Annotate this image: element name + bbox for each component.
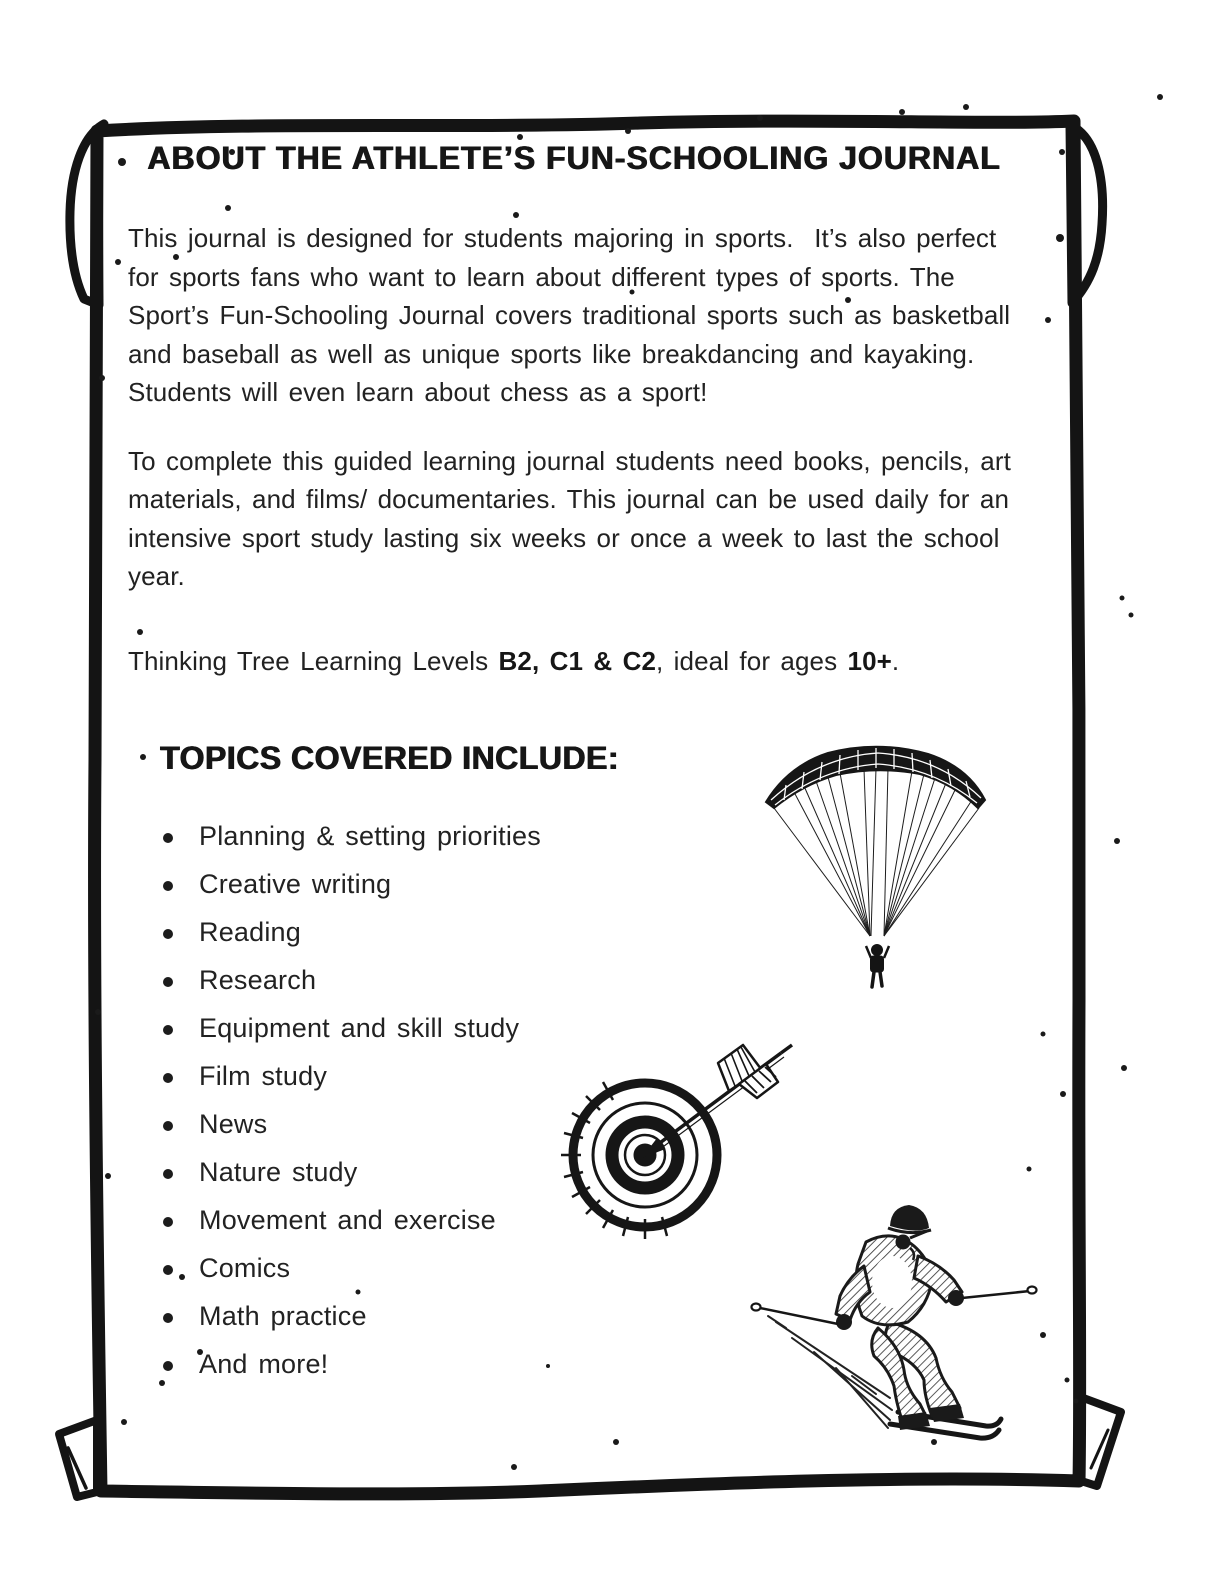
bullet-icon — [163, 1313, 173, 1323]
paraglider-pilot — [866, 945, 889, 988]
topic-label: Movement and exercise — [199, 1204, 496, 1235]
levels-middle: , ideal for ages — [656, 645, 848, 676]
topic-item — [160, 908, 541, 956]
bullet-icon — [163, 1025, 173, 1035]
topic-label: Research — [199, 964, 317, 995]
page-title: ABOUT THE ATHLETE’S FUN-SCHOOLING JOURNAL — [147, 140, 1001, 176]
topics-heading: TOPICS COVERED INCLUDE: — [160, 740, 619, 776]
intro-section — [128, 219, 1033, 680]
topic-label: Equipment and skill study — [199, 1012, 520, 1043]
intro-paragraph-2: To complete this guided learning journal students need books, pencils, art materials, and films/ documentaries. This journal can be used daily for an intensive sport study lasting six weeks or once a week to last the school year. — [128, 445, 1022, 591]
topic-item — [160, 812, 541, 860]
topic-item — [160, 1052, 541, 1100]
topic-label: News — [199, 1108, 268, 1139]
topic-label: And more! — [199, 1348, 329, 1379]
levels-suffix: . — [891, 645, 900, 676]
bullet-icon — [163, 977, 173, 987]
topic-item — [160, 1196, 541, 1244]
topic-label: Comics — [199, 1252, 291, 1283]
levels-codes: B2, C1 & C2 — [498, 645, 657, 676]
skier-illustration — [740, 1180, 1040, 1442]
topic-label: Planning & setting priorities — [199, 820, 541, 851]
levels-prefix: Thinking Tree Learning Levels — [128, 645, 499, 676]
bullet-icon — [163, 1217, 173, 1227]
bullet-icon — [163, 1361, 173, 1371]
paraglider-illustration — [758, 740, 998, 990]
intro-paragraph-1: This journal is designed for students majoring in sports. It’s also perfect for sports fans who want to learn about different types of sports. The Sport’s Fun-Schooling Journal covers traditional sports such as basketball and baseball as well as unique sports like breakdancing and kayaking. Students will even learn about chess as a sport! — [128, 223, 1021, 407]
skier-body — [836, 1236, 962, 1420]
topic-item — [160, 1100, 541, 1148]
bullet-icon — [163, 929, 173, 939]
paraglider-lines — [774, 768, 979, 936]
topic-item — [160, 956, 541, 1004]
bullet-icon — [163, 1121, 173, 1131]
levels-age: 10+ — [847, 645, 892, 676]
topics-list — [160, 812, 541, 1388]
bullet-icon — [163, 1265, 173, 1275]
learning-levels-line — [128, 642, 1033, 681]
topic-label: Reading — [199, 916, 301, 947]
topic-label: Math practice — [199, 1300, 367, 1331]
bullet-icon — [163, 1169, 173, 1179]
topic-item — [160, 860, 541, 908]
topic-item — [160, 1340, 541, 1388]
topic-item — [160, 1292, 541, 1340]
topic-label: Nature study — [199, 1156, 358, 1187]
bullet-icon — [163, 881, 173, 891]
topic-item — [160, 1148, 541, 1196]
bullet-icon — [163, 833, 173, 843]
topic-item — [160, 1244, 541, 1292]
topic-item — [160, 1004, 541, 1052]
topic-label: Film study — [199, 1060, 328, 1091]
topic-label: Creative writing — [199, 868, 392, 899]
bullet-icon — [163, 1073, 173, 1083]
